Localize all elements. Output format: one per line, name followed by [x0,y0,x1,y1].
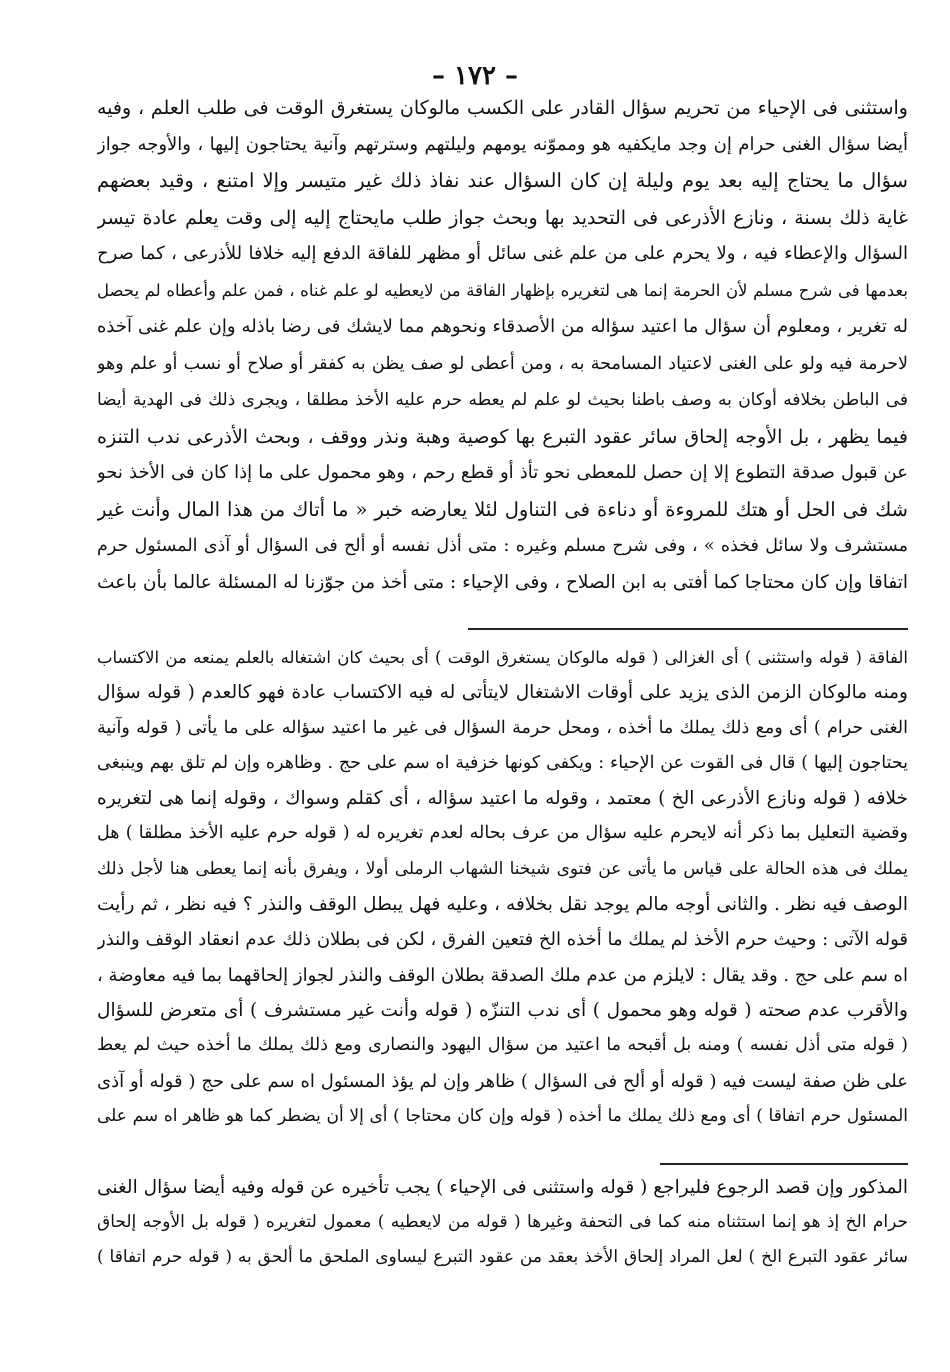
main-text-line: عن قبول صدقة التطوع إلا إن حصل للمعطى نحو تأذ أو قطع رحم ، وهو محمول على ما إذا كان فى الأخذ نحو [97,462,908,483]
footnote-line: المذكور وإن قصد الرجوع فليراجع ( قوله واستثنى فى الإحياء ) يجب تأخيره عن قوله وفيه أيضا سؤال الغنى [97,1177,908,1198]
commentary-line: خلافه ( قوله ونازع الأذرعى الخ ) معتمد ، وقوله ما اعتيد سؤاله ، أى كقلم وسواك ، وقوله إنما هى لتغريره [97,788,908,810]
separator-rule [468,628,908,630]
commentary-line: المسئول حرم اتفاقا ) أى ومع ذلك يملك ما أخذه ( قوله وإن كان محتاجا ) أى إلا أن يضطر كما هو ظاهر اه سم على [97,1105,908,1126]
main-text-line: سؤال ما يحتاج إليه بعد يوم وليلة إن كان السؤال عند نفاذ ذلك غير متيسر وإلا امتنع ، وقيد بعضهم [97,169,908,192]
main-text-line: شك فى الحل أو هتك للمروءة أو دناءة فى التناول لئلا يعارضه خبر « ما أتاك من هذا المال وأنت غير [97,497,908,521]
commentary-line: ( قوله متى أذل نفسه ) ومنه بل أقبحه ما اعتيد من سؤال اليهود والنصارى ومع ذلك يملك ما أخذه حيث لم يعط [97,1035,908,1056]
main-text-line: السؤال والإعطاء فيه ، ولا يحرم على من علم غنى سائل أو مظهر للفاقة الدفع إليه خلافا للأذرعى ، كما صرح [97,243,908,264]
main-text-line: غاية ذلك بسنة ، ونازع الأذرعى فى التحديد بها وبحث جواز طلب مايحتاج إليه إلى وقت يعلم عادة تيسر [97,206,908,229]
commentary-line: اه سم على حج . وقد يقال : لايلزم من عدم ملك الصدقة بطلان الوقف والنذر لجواز إلحاقهما بما فيه معاوضة ، [97,964,908,986]
main-text-line: بعدمها فى شرح مسلم لأن الحرمة إنما هى لتغريره بإظهار الفاقة من لايعطيه لو علم غناه ، فمن علم وأعطاه لم يحصل [97,280,908,300]
commentary-line: الوصف فيه نظر . والثانى أوجه مالم يوجد نقل بخلافه ، وعليه فهل يبطل الوقف والنذر ؟ فيه نظر ، ثم رأيت [97,894,908,916]
commentary-line: وقضية التعليل بما ذكر أنه لايحرم عليه سؤال من عرف بحاله لعدم تغريره له ( قوله حرم عليه الأخذ مطلقا ) هل [97,823,908,844]
commentary-line: على ظن صفة ليست فيه ( قوله أو ألح فى السؤال ) ظاهر وإن لم يؤذ المسئول اه سم على حج ( قوله أو آذى [97,1070,908,1092]
commentary-line: يحتاجون إليها ) قال فى القوت عن الإحياء : ويكفى كونها خزفية اه سم على حج . وظاهره وإن لم تلق بهم وينبغى [97,752,908,773]
commentary-line: ومنه مالوكان الزمن الذى يزيد على أوقات الاشتغال لايتأتى له فيه الاكتساب عادة فهو كالعدم ( قوله سؤال [97,682,908,704]
main-text-line: فى الباطن بخلافه أوكان به وصف باطنا بحيث لو علم لم يعطه حرم عليه الأخذ مطلقا ، ويجرى ذلك فى الهدية أيضا [97,390,908,410]
main-text-line: اتفاقا وإن كان محتاجا كما أفتى به ابن الصلاح ، وفى الإحياء : متى أخذ من جوّزنا له المسئلة عالما بأن باعث [97,571,908,593]
main-text-line: لاحرمة فيه ولو على الغنى لاعتياد المسامحة به ، ومن أعطى لو صف يظن به كفقر أو صلاح أو نسب أو علم وهو [97,353,908,374]
main-text-line: مستشرف ولا سائل فخذه » ، وفى شرح مسلم وغيره : متى أذل نفسه أو ألح فى السؤال أو آذى المسئول حرم [97,536,908,556]
footnote-line: حرام الخ إذ هو إنما استثناه منه كما فى التحفة وغيرها ( قوله من لايعطيه ) معمول لتغريره ( قوله بل الأوجه إلحاق [97,1212,908,1232]
footnote-text [97,1170,908,1275]
commentary-line: قوله الآتى : وحيث حرم الأخذ لم يملك ما أخذه الخ فتعين الفرق ، لكن فى بطلان ذلك عدم انعقاد الوقف والنذر [97,929,908,951]
commentary-line: الغنى حرام ) أى ومع ذلك يملك ما أخذه ، ومحل حرمة السؤال فى غير ما اعتيد سؤاله على ما يأتى ( قوله وآنية [97,717,908,738]
footnote-separator-rule [660,1163,908,1165]
main-text-line: واستثنى فى الإحياء من تحريم سؤال القادر على الكسب مالوكان يستغرق الوقت فى طلب العلم ، وفيه [97,97,908,119]
commentary-line: والأقرب عدم صحته ( قوله وهو محمول ) أى ندب التنزّه ( قوله وأنت غير مستشرف ) أى متعرض للسؤال [97,999,908,1021]
page-number: – ١٧٢ – [431,61,519,91]
main-text-line: أيضا سؤال الغنى حرام إن وجد مايكفيه هو ومموّنه يومهم وليلتهم وسترتهم وآنية يحتاجون إليها ، والأوجه جواز [97,133,908,155]
main-text-line: له تغرير ، ومعلوم أن سؤال ما اعتيد سؤاله من الأصدقاء ونحوهم مما لايشك فى رضا باذله وإن علم غنى آخذه [97,316,908,337]
commentary-line: يملك فى هذه الحالة على قياس ما يأتى عن فتوى شيخنا الشهاب الرملى أولا ، ويفرق بأنه إنما يعطى هنا لأجل ذلك [97,858,908,879]
commentary-line: الفاقة ( قوله واستثنى ) أى الغزالى ( قوله مالوكان يستغرق الوقت ) أى بحيث كان اشتغاله بالعلم يمنعه من الاكتساب [97,648,908,667]
main-text-line: فيما يظهر ، بل الأوجه إلحاق سائر عقود التبرع بها كوصية وهبة ونذر ووقف ، وبحث الأذرعى ندب التنزه [97,425,908,448]
footnote-line: سائر عقود التبرع الخ ) لعل المراد إلحاق الأخذ بعقد من عقود التبرع ليساوى الملحق ما ألحق به ( قوله حرم اتفاقا ) [97,1247,908,1267]
main-text [97,90,908,601]
commentary-text [97,640,908,1134]
